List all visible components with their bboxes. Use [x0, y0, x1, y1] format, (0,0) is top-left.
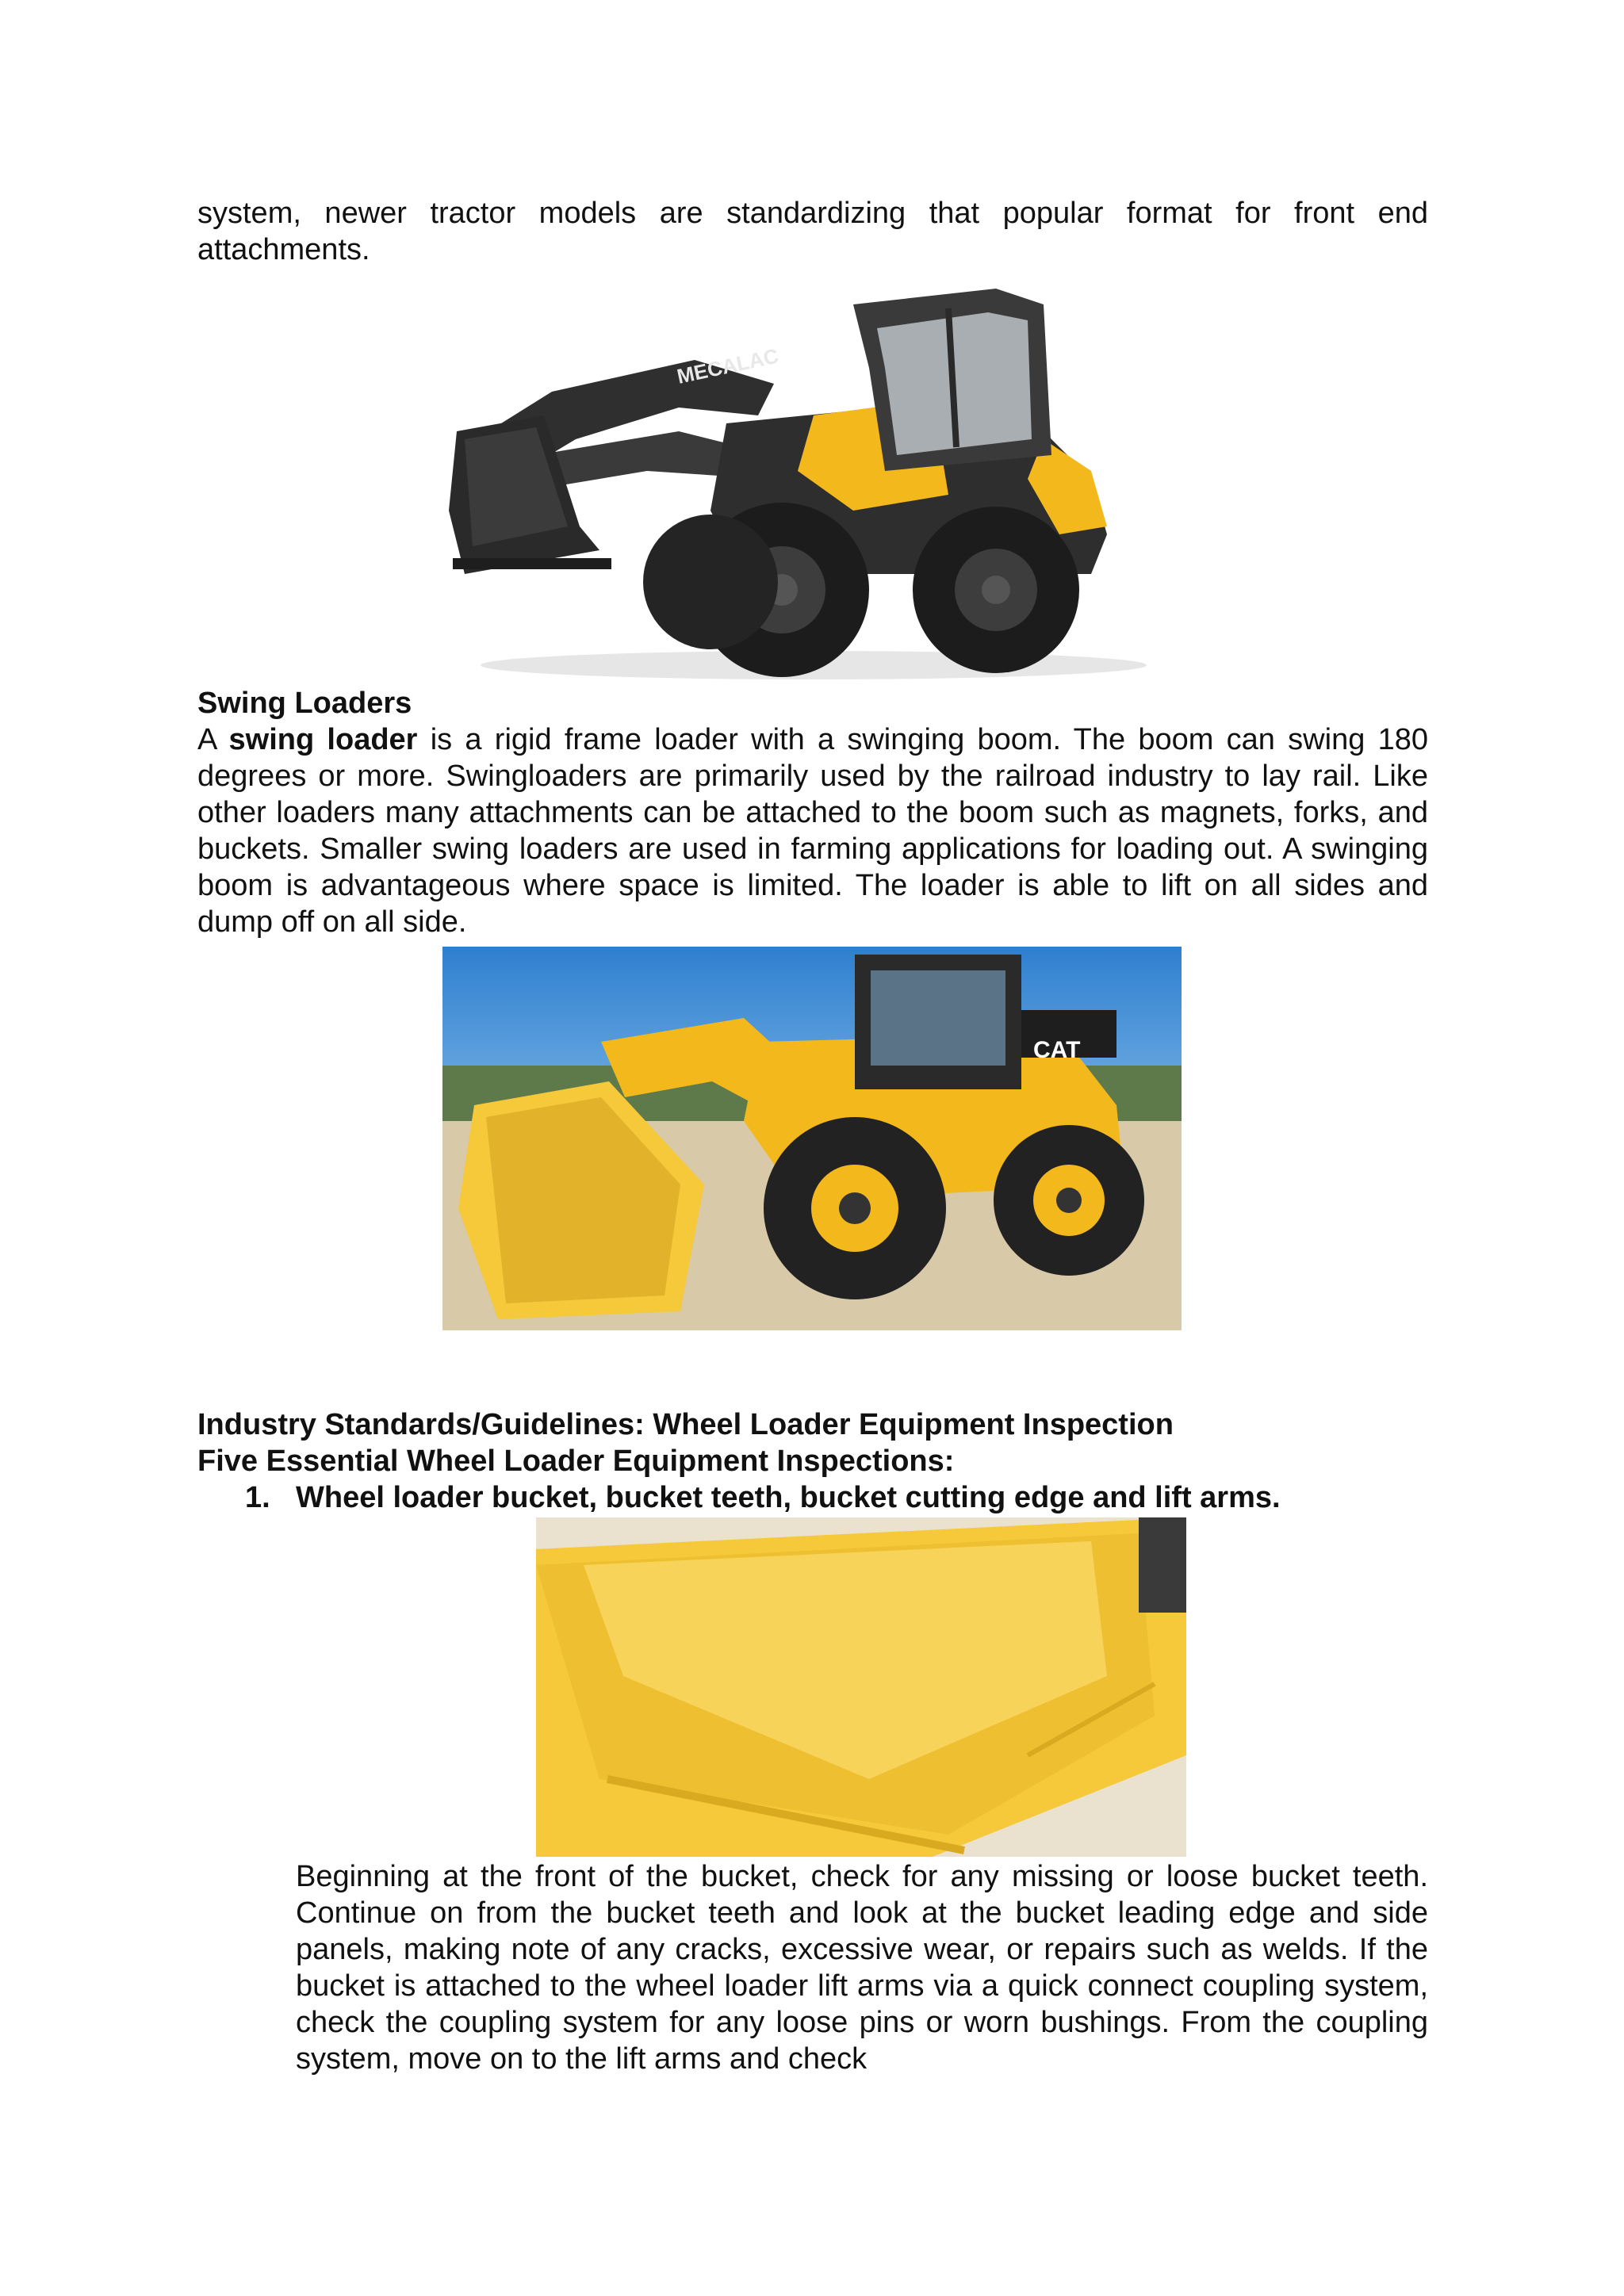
swing-loaders-heading: Swing Loaders — [197, 687, 412, 720]
swing-loader-term: swing loader — [228, 723, 418, 756]
list-item-text: Wheel loader bucket, bucket teeth, bucket cutting edge and lift arms. — [296, 1481, 1281, 1514]
mecalac-brand-label: MECALAC — [675, 343, 781, 388]
swing-loaders-lead: A — [197, 723, 229, 756]
loader-bucket-photo-icon — [536, 1517, 1186, 1857]
list-item-number: 1. — [245, 1481, 270, 1514]
mecalac-loader-image — [441, 273, 1180, 685]
wheel-loader-photo-icon — [441, 273, 1180, 685]
bucket-inspection-paragraph: Beginning at the front of the bucket, check for any missing or loose bucket teeth. Continue on from the bucket teeth and look at the bucket leading edge and side panels, making note of any cracks, excessive wear, or repairs such as welds. If the bucket is attached to the wheel loader lift arms via a quick connect coupling system, check the coupling system for any loose pins or worn bushings. From the coupling system, move on to the lift arms and check — [296, 1860, 1428, 2076]
intro-paragraph: system, newer tractor models are standardizing that popular format for front end attachments. — [197, 197, 1428, 266]
cat-loader-image — [442, 947, 1182, 1330]
cat-wheel-loader-photo-icon — [442, 947, 1182, 1330]
standards-heading: Industry Standards/Guidelines: Wheel Loader Equipment Inspection — [197, 1408, 1174, 1441]
swing-loaders-paragraph — [197, 721, 1428, 940]
cat-brand-label: CAT — [1033, 1037, 1081, 1063]
standards-subheading: Five Essential Wheel Loader Equipment Inspections: — [197, 1445, 955, 1478]
bucket-image — [536, 1517, 1186, 1857]
swing-loaders-body: is a rigid frame loader with a swinging boom. The boom can swing 180 degrees or more. Swingloaders are primarily used by the railroad industry to lay rail. Like other loaders many attachments can be attached to the boom such as magnets, forks, and buckets. Smaller swing loaders are used in farming applications for loading out. A swinging boom is advantageous where space is limited. The loader is able to lift on all sides and dump off on all side. — [197, 723, 1428, 939]
